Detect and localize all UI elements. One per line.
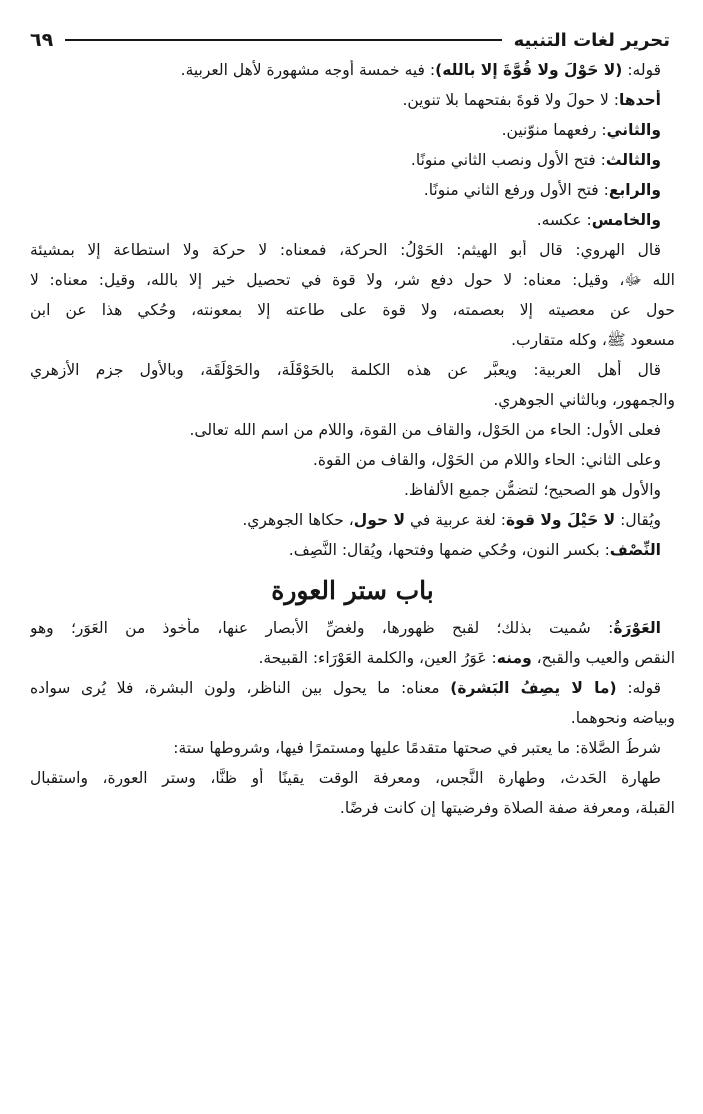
text-line	[30, 798, 675, 818]
line-text: الله ﷻ، وقيل: معناه: لا حول دفع شر، ولا قوة في تحصيل خير إلا بالله، وقيل: معناه: لا	[30, 271, 675, 289]
line-text: حول عن معصيته إلا بعصمته، ولا قوة على طاعته إلا بمعونته، وحُكي هذا عن ابن	[30, 301, 675, 319]
bold-term: لا حَيْلَ ولا قوة	[505, 511, 616, 529]
text-line	[30, 150, 675, 170]
bold-term: والخامس	[591, 211, 661, 229]
text-line	[30, 390, 675, 410]
line-text: طهارة الحَدث، وطهارة النَّجس، ومعرفة الوقت يقينًا أو ظنًّا، وستر العورة، واستقبال	[30, 769, 661, 787]
line-text: : فتح الأول ورفع الثاني منونًا.	[423, 181, 609, 199]
text-block-awrah	[30, 618, 675, 818]
line-text: : فتح الأول ونصب الثاني منونًا.	[410, 151, 606, 169]
bold-term: والثالث	[605, 151, 661, 169]
bold-term: أحدها	[618, 91, 661, 109]
text-line	[30, 360, 675, 380]
text-line	[30, 540, 675, 560]
bold-term: (ما لا يصِفُ البَشرة)	[450, 679, 617, 697]
line-text: : فيه خمسة أوجه مشهورة لأهل العربية.	[180, 61, 436, 79]
text-block-hawqala	[30, 60, 675, 560]
text-line	[30, 90, 675, 110]
line-text: : سُميت بذلك؛ لقبح ظهورها، ولغضِّ الأبصار عنها، مأخوذ من العَوَر؛ وهو	[30, 619, 614, 637]
line-text: مسعود ﷺ، وكله متقارب.	[511, 331, 675, 349]
text-line	[30, 648, 675, 668]
bold-term: والرابع	[608, 181, 661, 199]
text-line	[30, 180, 675, 200]
text-line	[30, 210, 675, 230]
line-text: ، حكاها الجوهري.	[242, 511, 354, 529]
text-line	[30, 618, 675, 638]
text-line	[30, 60, 675, 80]
line-text: : لا حولَ ولا قوةَ بفتحهما بلا تنوين.	[402, 91, 619, 109]
text-line	[30, 450, 675, 470]
text-line	[30, 240, 675, 260]
line-text: شرطُ الصَّلاة: ما يعتبر في صحتها متقدمًا عليها ومستمرًا فيها، وشروطها ستة:	[173, 739, 661, 757]
line-text: : رفعهما منوّنين.	[501, 121, 607, 139]
line-text: وبياضه ونحوهما.	[570, 709, 675, 727]
line-text: والأول هو الصحيح؛ لتضمُّن جميع الألفاظ.	[403, 481, 661, 499]
line-text: معناه: ما يحول بين الناظر، ولون البشرة، فلا يُرى سواده	[30, 679, 451, 697]
line-text: قال أهل العربية: ويعبَّر عن هذه الكلمة بالحَوْقَلَة، والحَوْلَقَة، وبالأول جزم الأزهري	[30, 361, 661, 379]
bold-term: (لا حَوْلَ ولا قُوَّةَ إلا بالله)	[435, 61, 623, 79]
line-text: : بكسر النون، وحُكي ضمها وفتحها، ويُقال: النَّصِف.	[288, 541, 610, 559]
text-line	[30, 708, 675, 728]
running-title: تحرير لغات التنبيه	[513, 29, 670, 51]
text-line	[30, 678, 675, 698]
header-rule	[65, 39, 501, 41]
text-line	[30, 120, 675, 140]
text-line	[30, 270, 675, 290]
text-line	[30, 768, 675, 788]
text-line	[30, 330, 675, 350]
line-text: قال الهروي: قال أبو الهيثم: الحَوْلُ: الحركة، فمعناه: لا حركة ولا استطاعة إلا بمشيئة	[30, 241, 661, 259]
line-text: القبلة، ومعرفة صفة الصلاة وفرضيتها إن كانت فرضًا.	[339, 799, 675, 817]
running-header	[30, 24, 670, 56]
line-text: وعلى الثاني: الحاء واللام من الحَوْل، والقاف من القوة.	[312, 451, 661, 469]
bold-term: لا حول	[353, 511, 406, 529]
section-heading: باب ستر العورة	[271, 576, 434, 605]
text-line	[30, 510, 675, 530]
line-text: والجمهور، وبالثاني الجوهري.	[493, 391, 675, 409]
text-line	[30, 300, 675, 320]
bold-term: والثاني	[606, 121, 661, 139]
bold-term: العَوْرَةُ	[613, 619, 661, 637]
line-text: : عَوَرُ العين، والكلمة العَوْرَاء: القبيحة.	[258, 649, 497, 667]
text-line	[30, 420, 675, 440]
text-line	[30, 738, 675, 758]
line-text: قوله:	[622, 61, 661, 79]
line-text: فعلى الأول: الحاء من الحَوْل، والقاف من القوة، واللام من اسم الله تعالى.	[189, 421, 661, 439]
line-text: ويُقال:	[615, 511, 661, 529]
line-text: : لغة عربية في	[405, 511, 506, 529]
line-text: : عكسه.	[536, 211, 592, 229]
bold-term: النِّصْف	[609, 541, 661, 559]
line-text: النقص والعيب والقبح،	[531, 649, 675, 667]
page-body	[30, 60, 675, 818]
bold-term: ومنه	[496, 649, 532, 667]
text-line	[30, 480, 675, 500]
page-number: ٦٩	[30, 29, 54, 51]
line-text: قوله:	[616, 679, 661, 697]
